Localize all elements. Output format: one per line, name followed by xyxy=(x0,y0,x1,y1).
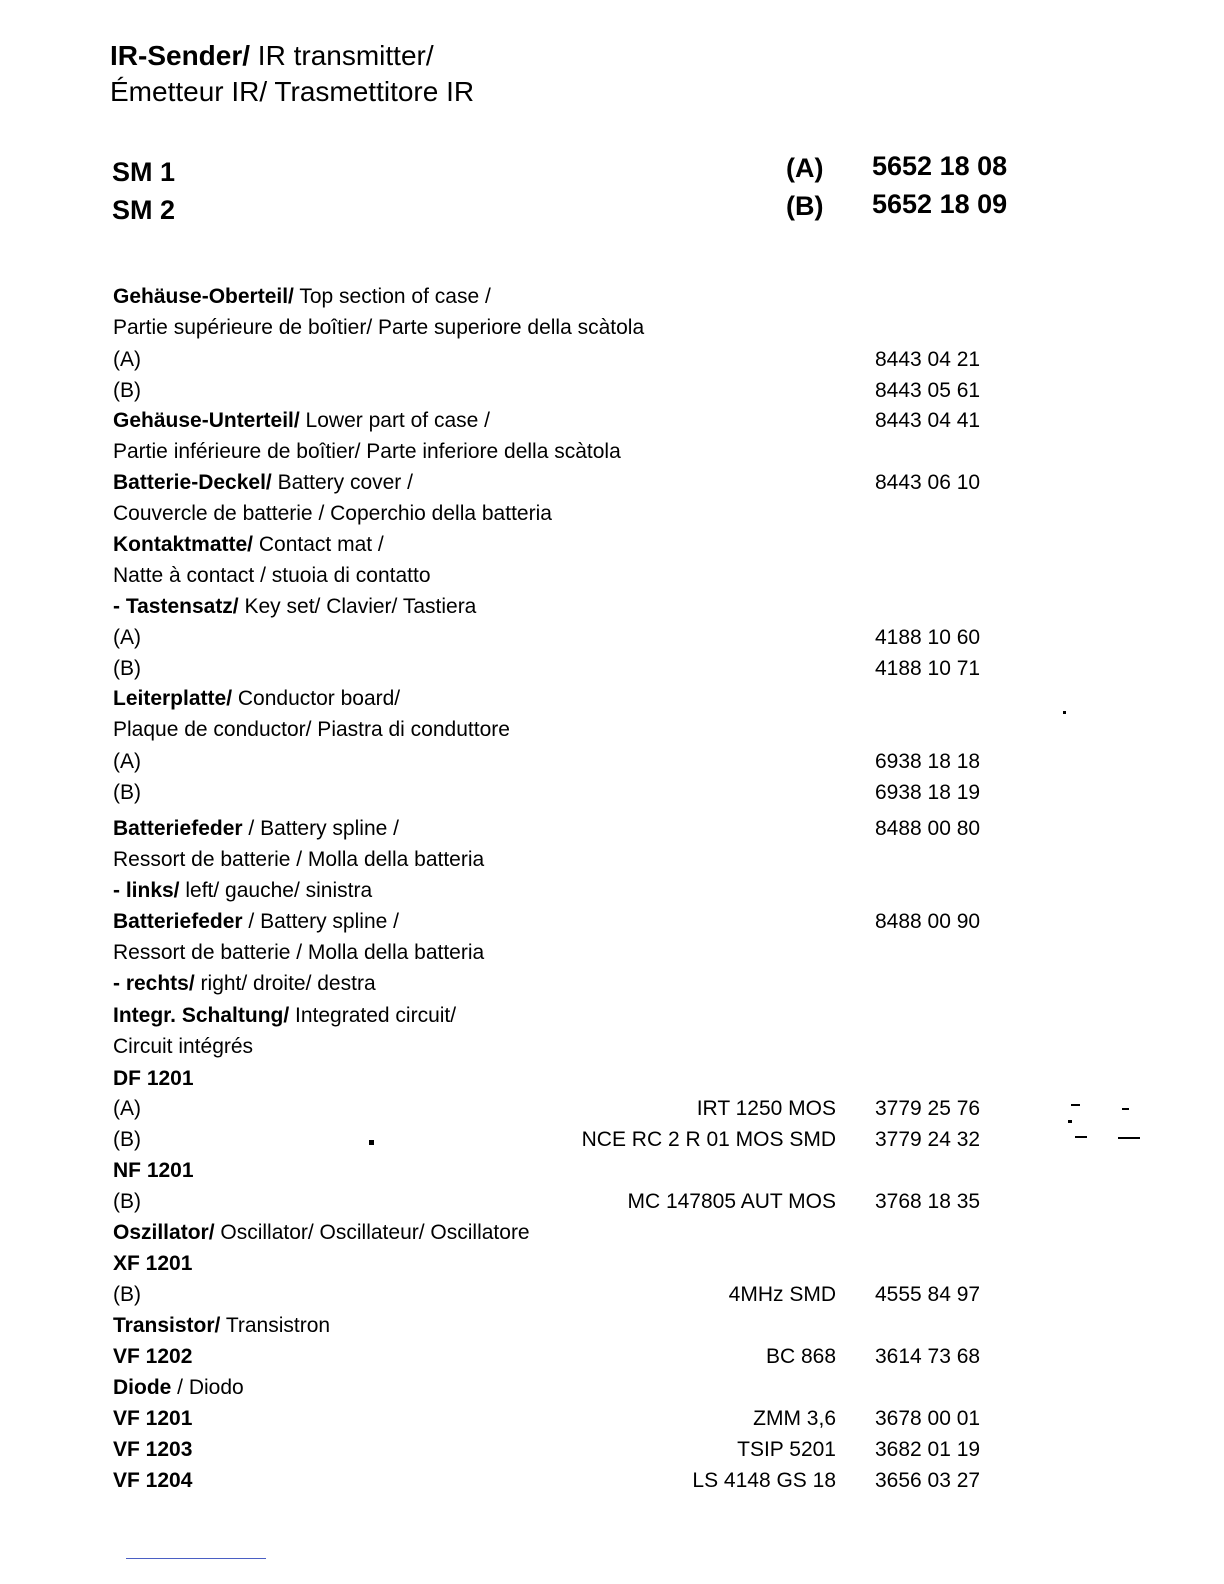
part-row xyxy=(0,876,1224,906)
part-name: Kontaktmatte/ xyxy=(113,533,254,556)
part-text: Top section of case / xyxy=(293,285,491,308)
part-spec: 4MHz SMD xyxy=(728,1283,836,1306)
part-spec: TSIP 5201 xyxy=(737,1438,836,1461)
part-row xyxy=(0,814,1224,844)
part-text: left/ gauche/ sinistra xyxy=(179,879,373,902)
title-line-1 xyxy=(110,38,474,74)
part-description xyxy=(113,499,552,529)
part-text: (A) xyxy=(113,1097,141,1120)
document-title xyxy=(110,38,474,110)
part-description xyxy=(113,561,431,591)
model-variant-a: (A) xyxy=(786,153,824,183)
part-name: Diode xyxy=(113,1376,172,1399)
part-text: (B) xyxy=(113,781,141,804)
part-row xyxy=(0,969,1224,999)
part-description xyxy=(113,938,484,968)
part-row xyxy=(0,907,1224,937)
part-spec: NCE RC 2 R 01 MOS SMD xyxy=(581,1128,836,1151)
scan-speck xyxy=(1118,1137,1140,1139)
part-row xyxy=(0,437,1224,467)
scan-speck xyxy=(1068,1120,1072,1123)
part-text: (B) xyxy=(113,1190,141,1213)
part-text: Ressort de batterie / Molla della batteria xyxy=(113,848,485,871)
part-row xyxy=(0,1342,1224,1372)
part-row xyxy=(0,747,1224,777)
part-row xyxy=(0,1032,1224,1062)
part-name: VF 1201 xyxy=(113,1407,193,1430)
part-description xyxy=(113,715,510,745)
title-bold: IR-Sender/ xyxy=(110,40,251,71)
part-text: (A) xyxy=(113,626,141,649)
part-row xyxy=(0,345,1224,375)
part-name: - links/ xyxy=(113,879,180,902)
part-spec: MC 147805 AUT MOS xyxy=(627,1190,836,1213)
part-number: 8443 04 41 xyxy=(875,409,981,432)
part-spec: BC 868 xyxy=(765,1345,836,1368)
part-row xyxy=(0,561,1224,591)
part-name: Gehäuse-Unterteil/ xyxy=(113,409,300,432)
part-number: 4555 84 97 xyxy=(875,1283,981,1306)
part-name: VF 1202 xyxy=(113,1345,193,1368)
part-text: Plaque de conductor/ Piastra di conduttore xyxy=(113,718,510,741)
part-text: Conductor board/ xyxy=(232,687,401,710)
part-row xyxy=(0,778,1224,808)
part-number: 3614 73 68 xyxy=(875,1345,981,1368)
part-description xyxy=(113,437,621,467)
part-row xyxy=(0,1249,1224,1279)
part-description xyxy=(113,1156,194,1186)
part-text: Transistron xyxy=(220,1314,331,1337)
part-row xyxy=(0,654,1224,684)
part-name: Leiterplatte/ xyxy=(113,687,233,710)
model-variant-b: (B) xyxy=(786,191,824,221)
part-description xyxy=(113,1373,244,1403)
part-row xyxy=(0,1125,1224,1155)
model-number-sm2: 5652 18 09 xyxy=(872,189,1008,219)
part-row xyxy=(0,1373,1224,1403)
part-description xyxy=(113,1125,141,1155)
part-number: 3779 25 76 xyxy=(875,1097,981,1120)
part-row xyxy=(0,715,1224,745)
part-description xyxy=(113,1187,141,1217)
part-text: Partie inférieure de boîtier/ Parte inferiore della scàtola xyxy=(113,440,621,463)
part-name: VF 1203 xyxy=(113,1438,193,1461)
part-row xyxy=(0,1001,1224,1031)
part-row xyxy=(0,1156,1224,1186)
part-name: Batterie-Deckel/ xyxy=(113,471,272,494)
part-text: Integrated circuit/ xyxy=(289,1004,457,1027)
part-text: Ressort de batterie / Molla della batteria xyxy=(113,941,485,964)
part-name: Batteriefeder xyxy=(113,817,243,840)
part-name: Gehäuse-Oberteil/ xyxy=(113,285,294,308)
part-description xyxy=(113,530,384,560)
part-text: / Diodo xyxy=(171,1376,244,1399)
part-text: Key set/ Clavier/ Tastiera xyxy=(238,595,477,618)
part-spec: IRT 1250 MOS xyxy=(696,1097,836,1120)
part-row xyxy=(0,530,1224,560)
part-description xyxy=(113,1280,141,1310)
scan-speck xyxy=(1122,1108,1129,1110)
part-text: / Battery spline / xyxy=(242,817,399,840)
part-row xyxy=(0,845,1224,875)
part-name: XF 1201 xyxy=(113,1252,193,1275)
part-row xyxy=(0,1187,1224,1217)
part-text: Lower part of case / xyxy=(299,409,490,432)
part-row xyxy=(0,592,1224,622)
part-description xyxy=(113,876,372,906)
model-name-sm2: SM 2 xyxy=(112,195,176,225)
part-description xyxy=(113,592,476,622)
part-description xyxy=(113,1249,192,1279)
part-description xyxy=(113,313,644,343)
part-number: 3656 03 27 xyxy=(875,1469,981,1492)
part-row xyxy=(0,684,1224,714)
part-description xyxy=(113,1064,194,1094)
part-text: Natte à contact / stuoia di contatto xyxy=(113,564,431,587)
part-description xyxy=(113,623,141,653)
part-description xyxy=(113,907,399,937)
part-row xyxy=(0,1280,1224,1310)
part-number: 8443 06 10 xyxy=(875,471,981,494)
part-text: (B) xyxy=(113,379,141,402)
part-number: 3682 01 19 xyxy=(875,1438,981,1461)
part-spec: LS 4148 GS 18 xyxy=(692,1469,836,1492)
part-number: 8443 04 21 xyxy=(875,348,981,371)
part-text: (A) xyxy=(113,348,141,371)
part-description xyxy=(113,1342,192,1372)
part-description xyxy=(113,1466,192,1496)
part-row xyxy=(0,1094,1224,1124)
part-row xyxy=(0,313,1224,343)
part-name: Oszillator/ xyxy=(113,1221,215,1244)
part-row xyxy=(0,406,1224,436)
part-description xyxy=(113,345,141,375)
part-description xyxy=(113,468,413,498)
part-number: 8488 00 90 xyxy=(875,910,981,933)
scan-speck xyxy=(1063,711,1066,714)
part-number: 6938 18 18 xyxy=(875,750,981,773)
part-name: NF 1201 xyxy=(113,1159,194,1182)
part-name: - Tastensatz/ xyxy=(113,595,239,618)
part-text: right/ droite/ destra xyxy=(194,972,376,995)
part-text: Partie supérieure de boîtier/ Parte superiore della scàtola xyxy=(113,316,645,339)
part-row xyxy=(0,1466,1224,1496)
title-line-2: Émetteur IR/ Trasmettitore IR xyxy=(110,76,475,107)
part-description xyxy=(113,282,491,312)
part-description xyxy=(113,778,141,808)
scan-speck xyxy=(1075,1136,1087,1138)
part-description xyxy=(113,406,490,436)
part-number: 6938 18 19 xyxy=(875,781,981,804)
part-row xyxy=(0,1064,1224,1094)
part-number: 3678 00 01 xyxy=(875,1407,981,1430)
part-name: VF 1204 xyxy=(113,1469,193,1492)
part-name: - rechts/ xyxy=(113,972,195,995)
part-number: 8488 00 80 xyxy=(875,817,981,840)
part-description xyxy=(113,814,399,844)
part-name: DF 1201 xyxy=(113,1067,194,1090)
part-text: Battery cover / xyxy=(271,471,413,494)
part-text: (A) xyxy=(113,750,141,773)
part-description xyxy=(113,1218,530,1248)
part-row xyxy=(0,1218,1224,1248)
part-row xyxy=(0,468,1224,498)
part-text: Contact mat / xyxy=(253,533,384,556)
part-text: (B) xyxy=(113,1128,141,1151)
footer-rule xyxy=(126,1558,266,1559)
part-row xyxy=(0,1404,1224,1434)
part-description xyxy=(113,654,141,684)
part-row xyxy=(0,1435,1224,1465)
part-row xyxy=(0,623,1224,653)
part-text: / Battery spline / xyxy=(242,910,399,933)
part-description xyxy=(113,1094,141,1124)
part-row xyxy=(0,938,1224,968)
part-number: 4188 10 71 xyxy=(875,657,981,680)
part-name: Integr. Schaltung/ xyxy=(113,1004,290,1027)
part-name: Batteriefeder xyxy=(113,910,243,933)
part-row xyxy=(0,1311,1224,1341)
part-text: Oscillator/ Oscillateur/ Oscillatore xyxy=(214,1221,530,1244)
title-rest: IR transmitter/ xyxy=(250,40,434,71)
part-description xyxy=(113,1311,330,1341)
part-description xyxy=(113,1404,192,1434)
part-description xyxy=(113,845,484,875)
part-text: Couvercle de batterie / Coperchio della batteria xyxy=(113,502,552,525)
part-number: 8443 05 61 xyxy=(875,379,981,402)
part-number: 3768 18 35 xyxy=(875,1190,981,1213)
part-text: Circuit intégrés xyxy=(113,1035,254,1058)
part-number: 4188 10 60 xyxy=(875,626,981,649)
model-number-sm1: 5652 18 08 xyxy=(872,151,1008,181)
part-description xyxy=(113,376,141,406)
part-row xyxy=(0,282,1224,312)
part-description xyxy=(113,1032,253,1062)
part-row xyxy=(0,376,1224,406)
part-description xyxy=(113,1435,192,1465)
part-description xyxy=(113,747,141,777)
model-name-sm1: SM 1 xyxy=(112,157,176,187)
part-description xyxy=(113,1001,456,1031)
part-name: Transistor/ xyxy=(113,1314,221,1337)
part-spec: ZMM 3,6 xyxy=(753,1407,836,1430)
part-description xyxy=(113,969,376,999)
part-row xyxy=(0,499,1224,529)
scan-speck xyxy=(1071,1104,1080,1106)
part-number: 3779 24 32 xyxy=(875,1128,981,1151)
part-text: (B) xyxy=(113,657,141,680)
scan-speck xyxy=(369,1140,374,1145)
part-description xyxy=(113,684,400,714)
part-text: (B) xyxy=(113,1283,141,1306)
